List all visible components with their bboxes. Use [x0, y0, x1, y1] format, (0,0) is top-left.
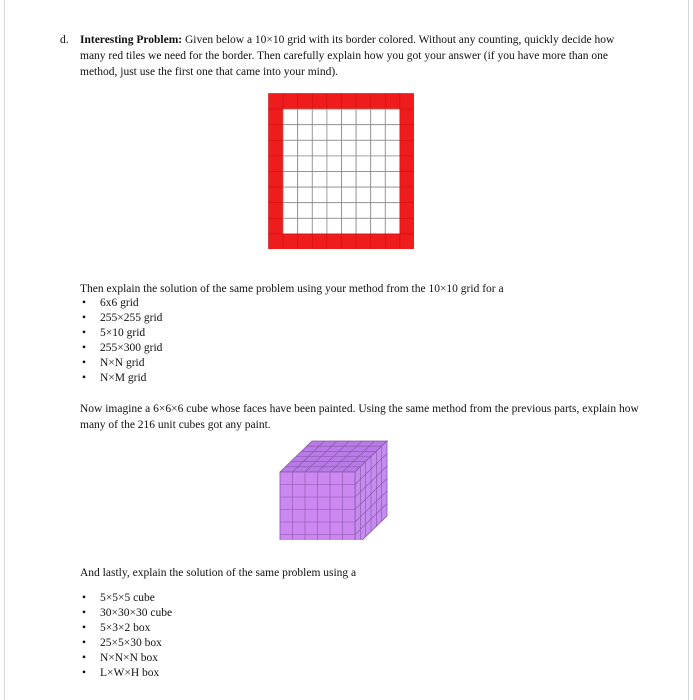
interior-tile: [327, 187, 342, 203]
cube-6x6x6-svg: [279, 438, 391, 540]
red-border-tile: [327, 234, 342, 249]
interior-tile: [298, 140, 313, 156]
list-item: • 5×5×5 cube: [80, 591, 172, 606]
interior-tile: [283, 172, 298, 188]
interior-tile: [356, 218, 371, 234]
red-border-tile: [269, 94, 284, 110]
interior-tile: [385, 218, 400, 234]
interior-tile: [312, 125, 327, 141]
red-border-tile: [385, 94, 400, 110]
interior-tile: [327, 218, 342, 234]
list-item: • 6x6 grid: [80, 296, 162, 311]
interior-tile: [312, 172, 327, 188]
interior-tile: [342, 172, 357, 188]
interior-tile: [356, 172, 371, 188]
interior-tile: [283, 109, 298, 125]
list-item: • 255×255 grid: [80, 311, 162, 326]
red-border-tile: [400, 172, 414, 188]
red-border-tile: [400, 156, 414, 172]
red-border-tile: [269, 156, 284, 172]
interior-tile: [371, 140, 386, 156]
red-border-tile: [298, 234, 313, 249]
interior-tile: [342, 140, 357, 156]
interior-tile: [327, 109, 342, 125]
interior-tile: [283, 156, 298, 172]
list-item: • 25×5×30 box: [80, 636, 172, 651]
red-border-tile: [327, 94, 342, 110]
list-item: • N×N grid: [80, 356, 162, 371]
red-border-tile: [400, 218, 414, 234]
page-left-edge: [4, 0, 5, 700]
interior-tile: [312, 187, 327, 203]
red-border-tile: [283, 234, 298, 249]
red-border-tile: [400, 94, 414, 110]
part-cube-text: Now imagine a 6×6×6 cube whose faces have been painted. Using the same method from the previous parts, explain how many of the 216 unit cubes got any paint.: [80, 403, 639, 431]
red-border-tile: [312, 234, 327, 249]
interior-tile: [385, 172, 400, 188]
list-item: • 5×3×2 box: [80, 621, 172, 636]
list-item: • 255×300 grid: [80, 341, 162, 356]
red-border-tile: [269, 203, 284, 219]
red-border-tile: [269, 234, 284, 249]
interior-tile: [356, 140, 371, 156]
red-border-tile: [400, 187, 414, 203]
part-boxes-intro: And lastly, explain the solution of the same problem using a: [80, 567, 357, 579]
red-border-tile: [356, 234, 371, 249]
red-border-tile: [342, 94, 357, 110]
red-border-tile: [269, 172, 284, 188]
red-border-tile: [400, 125, 414, 141]
interior-tile: [371, 203, 386, 219]
interior-tile: [371, 187, 386, 203]
interior-tile: [371, 109, 386, 125]
interior-tile: [298, 156, 313, 172]
interior-tile: [312, 140, 327, 156]
red-border-tile: [400, 234, 414, 249]
red-border-tile: [269, 218, 284, 234]
interior-tile: [283, 203, 298, 219]
interior-tile: [356, 187, 371, 203]
interior-tile: [298, 172, 313, 188]
interior-tile: [298, 203, 313, 219]
question-body: Given below a 10×10 grid with its border colored. Without any counting, quickly decide how many red tiles we need for the border. Then carefully explain how you got your answer (if you have more than one method, just use the first one that came into your mind).: [80, 34, 615, 78]
part-grids-intro: Then explain the solution of the same problem using your method from the 10×10 grid for a: [80, 283, 504, 295]
interior-tile: [283, 187, 298, 203]
red-border-tile: [269, 125, 284, 141]
interior-tile: [342, 109, 357, 125]
interior-tile: [342, 203, 357, 219]
interior-tile: [312, 156, 327, 172]
interior-tile: [342, 125, 357, 141]
list-item: • 30×30×30 cube: [80, 606, 172, 621]
list-item: • L×W×H box: [80, 666, 172, 681]
interior-tile: [385, 203, 400, 219]
red-border-tile: [400, 203, 414, 219]
red-border-tile: [298, 94, 313, 110]
grid-list: [80, 296, 162, 386]
interior-tile: [371, 156, 386, 172]
interior-tile: [327, 172, 342, 188]
page-right-edge: [688, 0, 689, 700]
interior-tile: [342, 187, 357, 203]
interior-tile: [327, 125, 342, 141]
red-border-tile: [371, 94, 386, 110]
interior-tile: [385, 109, 400, 125]
red-border-tile: [283, 94, 298, 110]
interior-tile: [342, 218, 357, 234]
interior-tile: [385, 187, 400, 203]
interior-tile: [371, 172, 386, 188]
interior-tile: [342, 156, 357, 172]
interior-tile: [327, 156, 342, 172]
red-border-tile: [385, 234, 400, 249]
list-item: • N×N×N box: [80, 651, 172, 666]
red-border-tile: [400, 140, 414, 156]
interior-tile: [385, 156, 400, 172]
interior-tile: [327, 140, 342, 156]
interior-tile: [356, 156, 371, 172]
interior-tile: [356, 109, 371, 125]
question-intro: [80, 32, 640, 80]
box-list: [80, 591, 172, 681]
interior-tile: [312, 218, 327, 234]
interior-tile: [298, 218, 313, 234]
red-border-tile: [371, 234, 386, 249]
red-border-tile: [269, 187, 284, 203]
red-border-tile: [356, 94, 371, 110]
interior-tile: [371, 218, 386, 234]
painted-cube-figure: [279, 438, 391, 545]
interior-tile: [283, 140, 298, 156]
red-border-tile: [312, 94, 327, 110]
red-border-tile: [400, 109, 414, 125]
interior-tile: [312, 203, 327, 219]
list-item: • N×M grid: [80, 371, 162, 386]
red-border-tile: [342, 234, 357, 249]
interior-tile: [385, 140, 400, 156]
bordered-grid-figure: [268, 93, 414, 254]
question-marker: d.: [60, 34, 69, 46]
interior-tile: [283, 218, 298, 234]
red-border-tile: [269, 140, 284, 156]
list-item: • 5×10 grid: [80, 326, 162, 341]
interior-tile: [385, 125, 400, 141]
interior-tile: [356, 203, 371, 219]
interior-tile: [371, 125, 386, 141]
red-border-tile: [269, 109, 284, 125]
interior-tile: [356, 125, 371, 141]
interior-tile: [298, 109, 313, 125]
interior-tile: [312, 109, 327, 125]
interior-tile: [298, 187, 313, 203]
interior-tile: [283, 125, 298, 141]
question-title: Interesting Problem:: [80, 34, 183, 46]
interior-tile: [327, 203, 342, 219]
grid-10x10-svg: [268, 93, 414, 249]
interior-tile: [298, 125, 313, 141]
